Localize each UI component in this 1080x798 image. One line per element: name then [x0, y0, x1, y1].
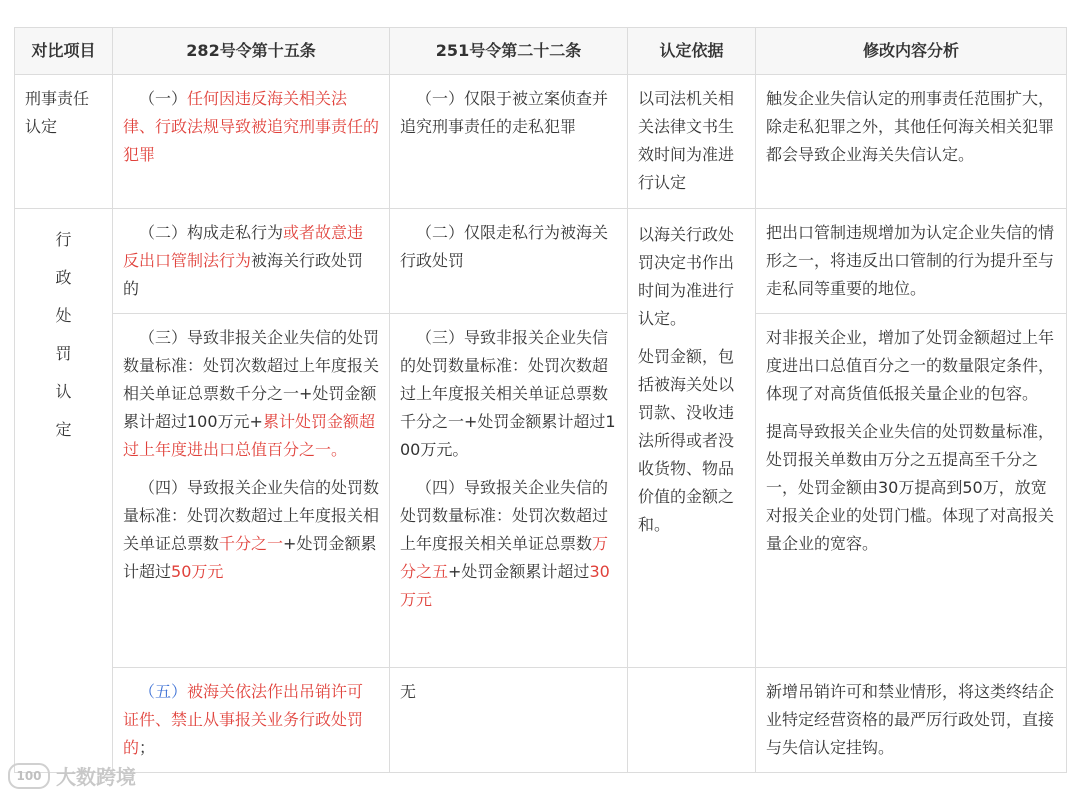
added-text: 任何因违反海关相关法律、行政法规导致被追究刑事责任的犯罪: [123, 89, 380, 164]
item-admin-penalty: 行 政 处 罚 认 定: [15, 209, 113, 773]
header-251: 251号令第二十二条: [390, 28, 628, 75]
cell-analysis-admin-3-4: 对非报关企业，增加了处罚金额超过上年度进出口总值百分之一的数量限定条件，体现了对高货值低报关量企业的包容。 提高导致报关企业失信的处罚数量标准，处罚报关单数由万分之五提高至千分之一，处罚金额由30万提高到50万，放宽对报关企业的处罚门槛。体现了对高报关量企业的宽容。: [756, 314, 1067, 668]
cell-251-criminal: （一）仅限于被立案侦查并追究刑事责任的走私犯罪: [390, 75, 628, 209]
table-header-row: [15, 28, 1067, 75]
table-row-admin-3-4: [15, 314, 1067, 668]
cell-analysis-criminal: 触发企业失信认定的刑事责任范围扩大，除走私犯罪之外，其他任何海关相关犯罪都会导致企业海关失信认定。: [756, 75, 1067, 209]
cell-analysis-admin-2: 把出口管制违规增加为认定企业失信的情形之一，将违反出口管制的行为提升至与走私同等重要的地位。: [756, 209, 1067, 314]
table-row-criminal: [15, 75, 1067, 209]
watermark-logo-icon: 100: [8, 763, 50, 789]
cell-analysis-admin-5: 新增吊销许可和禁业情形，将这类终结企业特定经营资格的最严厉行政处罚，直接与失信认定挂钩。: [756, 668, 1067, 773]
item-criminal: 刑事责任认定: [15, 75, 113, 209]
cell-282-admin-5: （五）被海关依法作出吊销许可证件、禁止从事报关业务行政处罚的；: [113, 668, 390, 773]
added-text: 被海关依法作出吊销许可证件、禁止从事报关业务行政处罚的: [123, 682, 364, 757]
prefix-text: （一）: [139, 89, 188, 108]
cell-basis-criminal: 以司法机关相关法律文书生效时间为准进行认定: [628, 75, 756, 209]
table-row-admin-5: [15, 668, 1067, 773]
cell-251-admin-3-4: （三）导致非报关企业失信的处罚数量标准：处罚次数超过上年度报关相关单证总票数千分之一+处罚金额累计超过100万元。 （四）导致报关企业失信的处罚数量标准：处罚次数超过上年度报关相关单证总票数万分之五+处罚金额累计超过30万元: [390, 314, 628, 668]
header-item: 对比项目: [15, 28, 113, 75]
added-text: 累计处罚金额超过上年度进出口总值百分之一。: [123, 412, 375, 459]
watermark: [8, 761, 136, 790]
comparison-table: [14, 27, 1067, 773]
cell-282-criminal: [113, 75, 390, 209]
header-analysis: 修改内容分析: [756, 28, 1067, 75]
cell-282-admin-2: （二）构成走私行为或者故意违反出口管制法行为被海关行政处罚的: [113, 209, 390, 314]
table-row-admin-2: [15, 209, 1067, 314]
cell-282-admin-3-4: （三）导致非报关企业失信的处罚数量标准：处罚次数超过上年度报关相关单证总票数千分之一+处罚金额累计超过100万元+累计处罚金额超过上年度进出口总值百分之一。 （四）导致报关企业失信的处罚数量标准：处罚次数超过上年度报关相关单证总票数千分之一+处罚金额累计超过50万元: [113, 314, 390, 668]
cell-251-admin-2: （二）仅限走私行为被海关行政处罚: [390, 209, 628, 314]
header-basis: 认定依据: [628, 28, 756, 75]
header-282: 282号令第十五条: [113, 28, 390, 75]
cell-251-admin-5: 无: [390, 668, 628, 773]
added-text: 或者故意违反出口管制法行为: [123, 223, 364, 270]
watermark-text: 大数跨境: [56, 765, 136, 789]
cell-basis-admin: 以海关行政处罚决定书作出时间为准进行认定。 处罚金额，包括被海关处以罚款、没收违法所得或者没收货物、物品价值的金额之和。: [628, 209, 756, 668]
cell-basis-admin-5: [628, 668, 756, 773]
